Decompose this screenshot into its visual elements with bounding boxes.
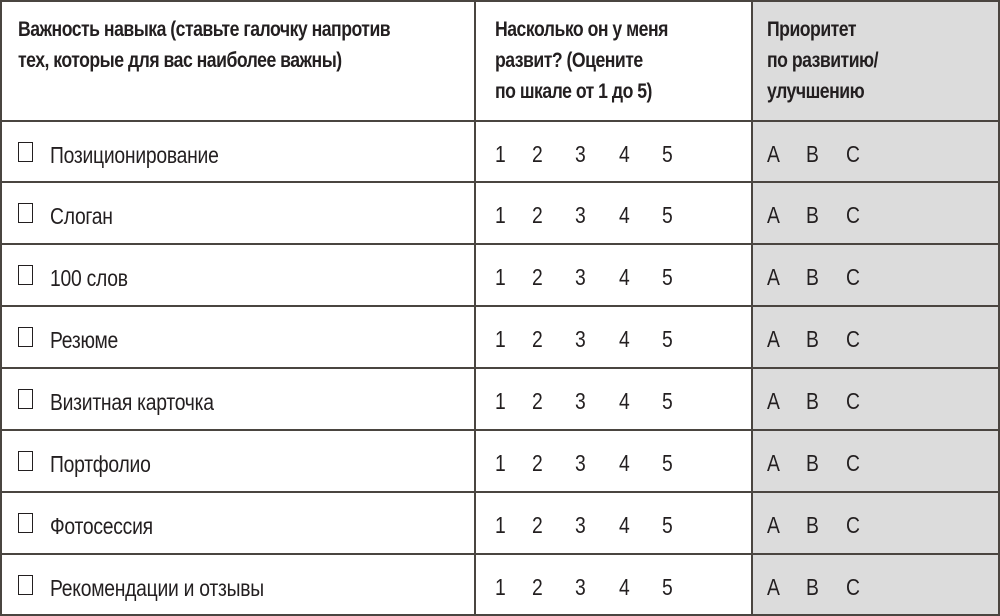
rating-option-2[interactable]: 2 bbox=[532, 574, 543, 600]
priority-option-b[interactable]: B bbox=[806, 512, 819, 538]
priority-option-b[interactable]: B bbox=[806, 574, 819, 600]
skill-label: Фотосессия bbox=[50, 513, 153, 539]
priority-option-b[interactable]: B bbox=[806, 388, 819, 414]
rating-option-5[interactable]: 5 bbox=[662, 450, 673, 476]
rating-option-4[interactable]: 4 bbox=[619, 202, 630, 228]
priority-option-a[interactable]: A bbox=[767, 574, 780, 600]
rating-option-1[interactable]: 1 bbox=[495, 574, 506, 600]
rating-option-3[interactable]: 3 bbox=[575, 141, 586, 167]
priority-option-c[interactable]: C bbox=[846, 141, 860, 167]
priority-option-a[interactable]: A bbox=[767, 326, 780, 352]
rating-option-2[interactable]: 2 bbox=[532, 202, 543, 228]
rating-option-5[interactable]: 5 bbox=[662, 202, 673, 228]
priority-option-a[interactable]: A bbox=[767, 388, 780, 414]
rating-option-3[interactable]: 3 bbox=[575, 388, 586, 414]
rating-option-5[interactable]: 5 bbox=[662, 512, 673, 538]
rating-option-5[interactable]: 5 bbox=[662, 388, 673, 414]
rating-option-3[interactable]: 3 bbox=[575, 512, 586, 538]
rating-option-5[interactable]: 5 bbox=[662, 264, 673, 290]
priority-option-b[interactable]: B bbox=[806, 326, 819, 352]
header-importance-line-1: Важность навыка (ставьте галочку напротив bbox=[18, 18, 391, 41]
priority-option-c[interactable]: C bbox=[846, 512, 860, 538]
header-rating-line-2: развит? (Оцените bbox=[495, 49, 643, 72]
priority-option-a[interactable]: A bbox=[767, 450, 780, 476]
priority-option-a[interactable]: A bbox=[767, 512, 780, 538]
skill-label: 100 слов bbox=[50, 265, 128, 291]
rating-option-1[interactable]: 1 bbox=[495, 326, 506, 352]
rating-option-3[interactable]: 3 bbox=[575, 202, 586, 228]
priority-option-b[interactable]: B bbox=[806, 450, 819, 476]
skill-label: Слоган bbox=[50, 203, 113, 229]
header-importance-line-2: тех, которые для вас наиболее важны) bbox=[18, 49, 342, 72]
rating-option-1[interactable]: 1 bbox=[495, 264, 506, 290]
rating-option-4[interactable]: 4 bbox=[619, 141, 630, 167]
rating-option-3[interactable]: 3 bbox=[575, 450, 586, 476]
rating-option-5[interactable]: 5 bbox=[662, 574, 673, 600]
rating-option-2[interactable]: 2 bbox=[532, 264, 543, 290]
priority-option-c[interactable]: C bbox=[846, 388, 860, 414]
rating-option-2[interactable]: 2 bbox=[532, 450, 543, 476]
rating-option-1[interactable]: 1 bbox=[495, 450, 506, 476]
priority-option-a[interactable]: A bbox=[767, 141, 780, 167]
rating-option-1[interactable]: 1 bbox=[495, 141, 506, 167]
rating-option-2[interactable]: 2 bbox=[532, 388, 543, 414]
header-priority-line-2: по развитию/ bbox=[767, 49, 878, 72]
header-rating-line-1: Насколько он у меня bbox=[495, 18, 668, 41]
rating-option-5[interactable]: 5 bbox=[662, 141, 673, 167]
header-priority-line-3: улучшению bbox=[767, 80, 865, 103]
rating-option-2[interactable]: 2 bbox=[532, 512, 543, 538]
rating-option-4[interactable]: 4 bbox=[619, 264, 630, 290]
priority-option-c[interactable]: C bbox=[846, 202, 860, 228]
rating-option-1[interactable]: 1 bbox=[495, 202, 506, 228]
skill-label: Позиционирование bbox=[50, 142, 219, 168]
rating-option-4[interactable]: 4 bbox=[619, 388, 630, 414]
rating-option-5[interactable]: 5 bbox=[662, 326, 673, 352]
priority-option-c[interactable]: C bbox=[846, 450, 860, 476]
priority-option-a[interactable]: A bbox=[767, 202, 780, 228]
rating-option-1[interactable]: 1 bbox=[495, 512, 506, 538]
rating-option-2[interactable]: 2 bbox=[532, 326, 543, 352]
skill-label: Визитная карточка bbox=[50, 389, 214, 415]
rating-option-4[interactable]: 4 bbox=[619, 574, 630, 600]
priority-option-c[interactable]: C bbox=[846, 574, 860, 600]
skill-label: Портфолио bbox=[50, 451, 151, 477]
priority-option-a[interactable]: A bbox=[767, 264, 780, 290]
priority-option-b[interactable]: B bbox=[806, 141, 819, 167]
rating-option-3[interactable]: 3 bbox=[575, 264, 586, 290]
rating-option-2[interactable]: 2 bbox=[532, 141, 543, 167]
skill-label: Рекомендации и отзывы bbox=[50, 575, 264, 601]
rating-option-4[interactable]: 4 bbox=[619, 326, 630, 352]
priority-option-c[interactable]: C bbox=[846, 326, 860, 352]
rating-option-3[interactable]: 3 bbox=[575, 574, 586, 600]
priority-option-c[interactable]: C bbox=[846, 264, 860, 290]
rating-option-4[interactable]: 4 bbox=[619, 512, 630, 538]
rating-option-1[interactable]: 1 bbox=[495, 388, 506, 414]
header-priority-line-1: Приоритет bbox=[767, 18, 857, 41]
skill-label: Резюме bbox=[50, 327, 119, 353]
priority-option-b[interactable]: B bbox=[806, 202, 819, 228]
rating-option-3[interactable]: 3 bbox=[575, 326, 586, 352]
header-rating-line-3: по шкале от 1 до 5) bbox=[495, 80, 652, 103]
priority-option-b[interactable]: B bbox=[806, 264, 819, 290]
rating-option-4[interactable]: 4 bbox=[619, 450, 630, 476]
